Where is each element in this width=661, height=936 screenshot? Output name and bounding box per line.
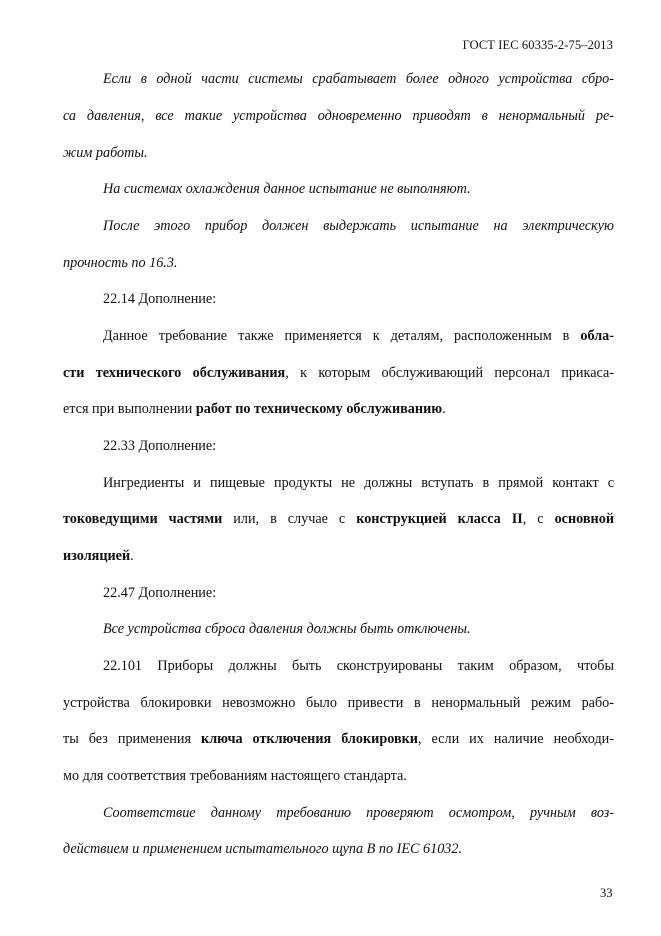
paragraph-line: са давления, все такие устройства одновременно приводят в ненормальный ре- bbox=[63, 108, 614, 124]
section-heading-22-33: 22.33 Дополнение: bbox=[103, 438, 217, 454]
term-bold: основной bbox=[554, 511, 614, 527]
paragraph-line: После этого прибор должен выдержать испытание на электрическую bbox=[103, 218, 614, 234]
paragraph-line: мо для соответствия требованиям настоящего стандарта. bbox=[63, 768, 407, 784]
paragraph-line: действием и применением испытательного щупа B по IEC 61032. bbox=[63, 841, 463, 857]
text-run: , с bbox=[522, 511, 555, 527]
section-heading-22-47: 22.47 Дополнение: bbox=[103, 585, 217, 601]
text-run: , к которым обслуживающий персонал прикаса- bbox=[285, 365, 614, 381]
document-header: ГОСТ IEC 60335-2-75–2013 bbox=[462, 38, 613, 52]
term-bold: токоведущими частями bbox=[63, 511, 223, 527]
paragraph-line bbox=[63, 510, 614, 528]
paragraph-line: прочность по 16.3. bbox=[63, 255, 178, 271]
paragraph-line: устройства блокировки невозможно было привести в ненормальный режим рабо- bbox=[63, 695, 614, 711]
paragraph-line: жим работы. bbox=[63, 145, 148, 161]
text-run: ты без применения bbox=[63, 731, 202, 747]
term-bold: работ по техническому обслуживанию bbox=[195, 401, 443, 417]
paragraph-line: Соответствие данному требованию проверяют осмотром, ручным воз- bbox=[103, 805, 614, 821]
section-heading-22-14: 22.14 Дополнение: bbox=[103, 291, 217, 307]
paragraph-line bbox=[63, 730, 614, 748]
paragraph-line bbox=[63, 364, 614, 382]
text-run: , если их наличие необходи- bbox=[417, 731, 615, 747]
paragraph-line: На системах охлаждения данное испытание не выполняют. bbox=[103, 181, 471, 197]
paragraph-line: 22.101 Приборы должны быть сконструированы таким образом, чтобы bbox=[103, 658, 614, 674]
text-run: Данное требование также применяется к деталям, расположенным в bbox=[103, 328, 581, 344]
paragraph-line: Все устройства сброса давления должны быть отключены. bbox=[103, 621, 471, 637]
term-bold: сти технического обслуживания bbox=[63, 365, 286, 381]
paragraph-line: Ингредиенты и пищевые продукты не должны вступать в прямой контакт с bbox=[103, 475, 614, 491]
term-bold: изоляцией bbox=[63, 548, 131, 564]
term-bold: ключа отключения блокировки bbox=[201, 731, 418, 747]
paragraph-line bbox=[63, 400, 614, 418]
text-run: . bbox=[442, 401, 446, 417]
text-run: . bbox=[130, 548, 134, 564]
text-run: ется при выполнении bbox=[63, 401, 196, 417]
paragraph-line bbox=[103, 327, 614, 345]
term-bold: конструкцией класса II bbox=[356, 511, 523, 527]
paragraph-line: Если в одной части системы срабатывает более одного устройства сбро- bbox=[103, 71, 614, 87]
text-run: или, в случае с bbox=[222, 511, 357, 527]
term-bold: обла- bbox=[580, 328, 614, 344]
page-number: 33 bbox=[600, 886, 613, 900]
paragraph-line bbox=[63, 547, 614, 565]
